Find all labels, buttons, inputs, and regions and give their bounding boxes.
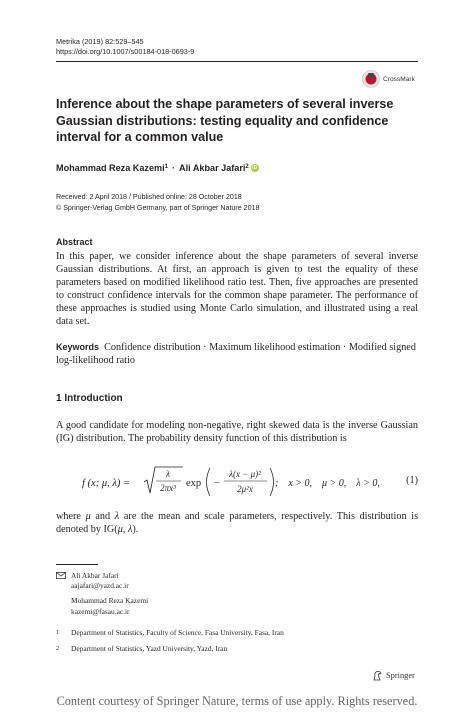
courtesy-notice: Content courtesy of Springer Nature, terms of use apply. Rights reserved. xyxy=(56,694,418,708)
para2-params: μ, λ xyxy=(117,524,133,535)
eq-exp: exp xyxy=(186,478,202,489)
springer-horse-icon xyxy=(372,670,383,681)
eq-frac-den: 2μ²x xyxy=(237,484,253,494)
affiliation-1-text: Department of Statistics, Faculty of Science, Fasa University, Fasa, Iran xyxy=(71,628,284,637)
journal-header xyxy=(56,37,194,57)
author-2-affil: 2 xyxy=(245,164,249,170)
keywords-label: Keywords xyxy=(56,342,100,352)
springer-label: Springer xyxy=(386,671,415,680)
received-line: Received: 2 April 2018 / Published online: 28 October 2018 xyxy=(56,193,242,201)
eq-lhs: f (x; μ, λ) = xyxy=(82,478,131,489)
copyright-line: © Springer-Verlag GmbH Germany, part of Springer Nature 2018 xyxy=(56,203,260,212)
contact-email-1[interactable]: aajafari@yazd.ac.ir xyxy=(71,581,129,591)
crossmark-icon xyxy=(362,70,380,88)
equation-number: (1) xyxy=(406,475,418,486)
affiliation-2 xyxy=(56,644,416,654)
contact-email-2[interactable]: kazemi@fasau.ac.ir xyxy=(71,606,130,616)
author-1-affil: 1 xyxy=(164,164,168,170)
springer-logo xyxy=(372,670,415,681)
para2-text-e: ). xyxy=(132,524,139,535)
orcid-icon[interactable]: iD xyxy=(252,165,258,171)
paper-title: Inference about the shape parameters of several inverse Gaussian distributions: testing equality and confidence interval for a common value xyxy=(56,97,394,144)
doi-link[interactable]: https://doi.org/10.1007/s00184-018-0693-9 xyxy=(56,47,195,56)
para2-mu: μ xyxy=(85,511,91,522)
contact-name-1: Ali Akbar Jafari xyxy=(71,571,119,580)
crossmark-badge[interactable] xyxy=(362,70,415,88)
publication-dates xyxy=(56,192,259,213)
keywords xyxy=(56,341,418,367)
crossmark-label: CrossMark xyxy=(383,75,415,83)
eq-paren-right xyxy=(270,468,274,496)
affiliation-1 xyxy=(56,628,416,638)
intro-paragraph-2 xyxy=(56,510,418,536)
contact-name-2: Mohammad Reza Kazemi xyxy=(71,596,149,606)
author-1[interactable]: Mohammad Reza Kazemi xyxy=(56,163,165,173)
abstract-heading: Abstract xyxy=(56,237,93,247)
affiliation-2-num: 2 xyxy=(56,646,59,652)
para2-text-a: where xyxy=(56,511,81,522)
eq-minus: − xyxy=(214,478,220,489)
affiliation-1-num: 1 xyxy=(56,630,59,636)
corresponding-author xyxy=(56,571,416,617)
affiliation-2-text: Department of Statistics, Yazd University, Yazd, Iran xyxy=(71,644,228,653)
author-separator: · xyxy=(172,163,176,173)
section-heading: 1 Introduction xyxy=(56,393,123,404)
eq-paren-left xyxy=(207,468,211,496)
pdf-equation xyxy=(56,462,420,502)
para2-text-b: and xyxy=(95,511,111,522)
para2-lambda: λ xyxy=(114,511,120,522)
footnote-rule xyxy=(56,564,98,565)
header-rule xyxy=(56,61,418,62)
intro-paragraph-1: A good candidate for modeling non-negative, right skewed data is the inverse Gaussian (IG) distribution. The probability density function of this distribution is xyxy=(56,420,418,444)
author-2[interactable]: Ali Akbar Jafari xyxy=(179,163,246,173)
eq-sqrt-den: 2πx³ xyxy=(160,483,176,493)
abstract-body: In this paper, we consider inference about the shape parameters of several inverse Gaussian distributions. At first, an approach is given to test the equality of these parameters based on modified likelihood ratio test. Then, five approaches are presented to construct confidence intervals for the common shape parameter. The performance of these approaches is studied using Monte Carlo simulation, and illustrated using a real data set. xyxy=(56,251,418,327)
envelope-icon xyxy=(56,572,66,579)
eq-sqrt-num: λ xyxy=(166,469,170,479)
eq-frac-num: λ(x − μ)² xyxy=(229,469,261,479)
keywords-text: Confidence distribution · Maximum likelihood estimation · Modified signed log-likelihood ratio xyxy=(56,342,416,366)
eq-conditions: ; x > 0, μ > 0, λ > 0, xyxy=(275,478,380,489)
author-line xyxy=(56,163,259,173)
para2-text-c: are the mean and scale parameters, respectively. This distribution is denoted by IG( xyxy=(56,511,419,535)
journal-citation: Metrika (2019) 82:529–545 xyxy=(56,37,144,46)
